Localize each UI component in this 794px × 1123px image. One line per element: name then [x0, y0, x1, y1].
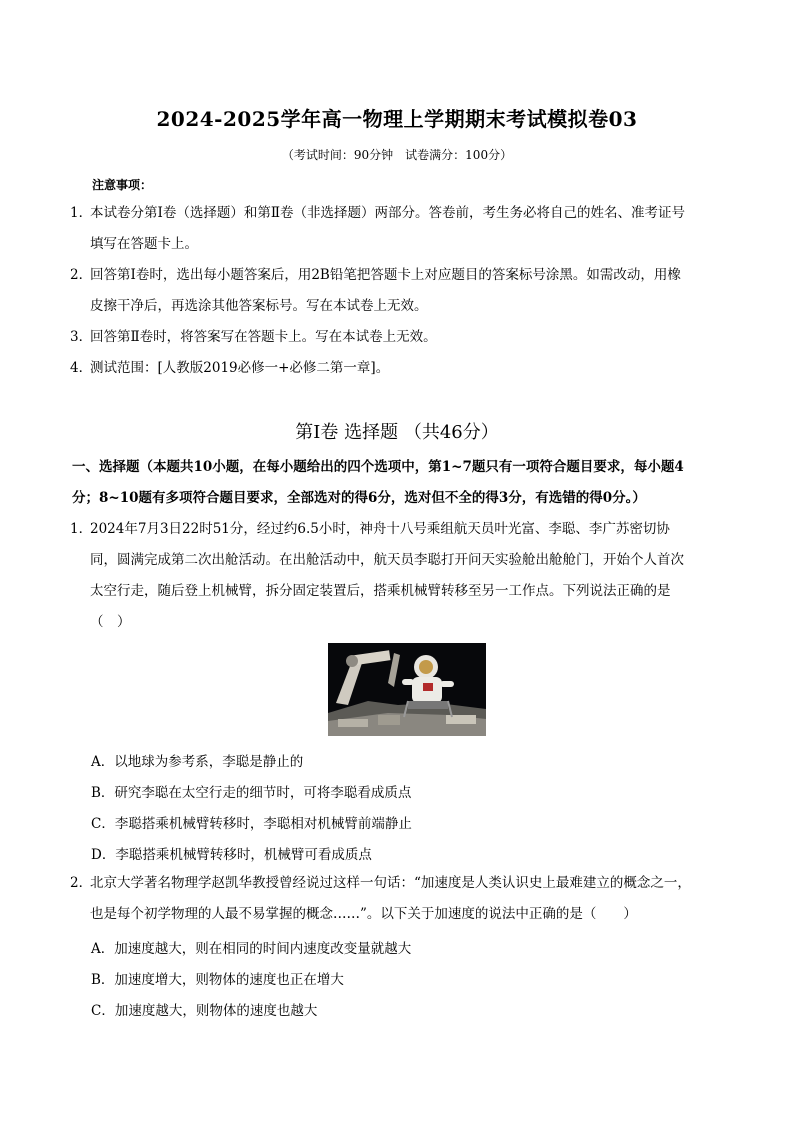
notice-item-text-continued: 皮擦干净后，再选涂其他答案标号。写在本试卷上无效。 — [90, 298, 428, 314]
notice-item-number: 2． — [70, 267, 93, 283]
question-1 — [70, 514, 730, 638]
notice-item-number: 3． — [70, 329, 93, 345]
notice-item-text: 本试卷分第Ⅰ卷（选择题）和第Ⅱ卷（非选择题）两部分。答卷前，考生务必将自己的姓名、准考证号 — [90, 205, 686, 221]
notice-heading: 注意事项： — [92, 178, 153, 192]
option-a: A．以地球为参考系，李聪是静止的 — [91, 754, 304, 770]
notice-item — [70, 322, 730, 353]
option-a: A．加速度越大，则在相同的时间内速度改变量就越大 — [91, 941, 412, 957]
exam-title: 2024-2025学年高一物理上学期期末考试模拟卷03 — [156, 107, 638, 131]
notice-item — [70, 198, 730, 260]
option-b: B．加速度增大，则物体的速度也正在增大 — [91, 972, 344, 988]
part-instructions — [72, 452, 732, 514]
part-instructions-line: 分；8~10题有多项符合题目要求，全部选对的得6分，选对但不全的得3分，有选错的得0分。） — [72, 490, 646, 506]
astronaut-illustration — [328, 643, 486, 736]
option-d: D．李聪搭乘机械臂转移时，机械臂可看成质点 — [91, 847, 372, 863]
option-c: C．李聪搭乘机械臂转移时，李聪相对机械臂前端静止 — [91, 816, 412, 832]
notice-item-number: 1． — [70, 205, 93, 221]
question-2 — [70, 868, 730, 930]
notice-item-text: 回答第Ⅱ卷时，将答案写在答题卡上。写在本试卷上无效。 — [90, 329, 437, 345]
part-instructions-line: 一、选择题（本题共10小题，在每小题给出的四个选项中，第1~7题只有一项符合题目要求，每小题4 — [72, 459, 684, 475]
option-b: B．研究李聪在太空行走的细节时，可将李聪看成质点 — [91, 785, 412, 801]
question-text: 2024年7月3日22时51分，经过约6.5小时，神舟十八号乘组航天员叶光富、李聪、李广苏密切协 — [90, 521, 670, 537]
exam-subtitle: （考试时间：90分钟 试卷满分：100分） — [281, 148, 513, 162]
question-text-continued: 太空行走，随后登上机械臂，拆分固定装置后，搭乘机械臂转移至另一工作点。下列说法正确的是 — [90, 583, 671, 599]
astronaut-photo — [328, 643, 486, 736]
notice-item-text: 测试范围：[人教版2019必修一+必修二第一章]。 — [90, 360, 390, 376]
notice-item-number: 4． — [70, 360, 93, 376]
answer-blank: （ ） — [90, 614, 131, 630]
notice-item — [70, 353, 730, 384]
notice-item-text-continued: 填写在答题卡上。 — [90, 236, 198, 252]
section-title: 第Ⅰ卷 选择题 （共46分） — [295, 422, 499, 443]
question-text-continued: 也是每个初学物理的人最不易掌握的概念……”。以下关于加速度的说法中正确的是（ ） — [90, 906, 637, 922]
question-text-continued: 同，圆满完成第二次出舱活动。在出舱活动中，航天员李聪打开问天实验舱出舱舱门，开始个人首次 — [90, 552, 684, 568]
notice-item-text: 回答第Ⅰ卷时，选出每小题答案后，用2B铅笔把答题卡上对应题目的答案标号涂黑。如需改动，用橡 — [90, 267, 681, 283]
option-c: C．加速度越大，则物体的速度也越大 — [91, 1003, 318, 1019]
question-text: 北京大学著名物理学赵凯华教授曾经说过这样一句话：“加速度是人类认识史上最难建立的概念之一， — [90, 875, 691, 891]
notice-item — [70, 260, 730, 322]
question-number: 2． — [70, 875, 93, 891]
question-number: 1． — [70, 521, 93, 537]
